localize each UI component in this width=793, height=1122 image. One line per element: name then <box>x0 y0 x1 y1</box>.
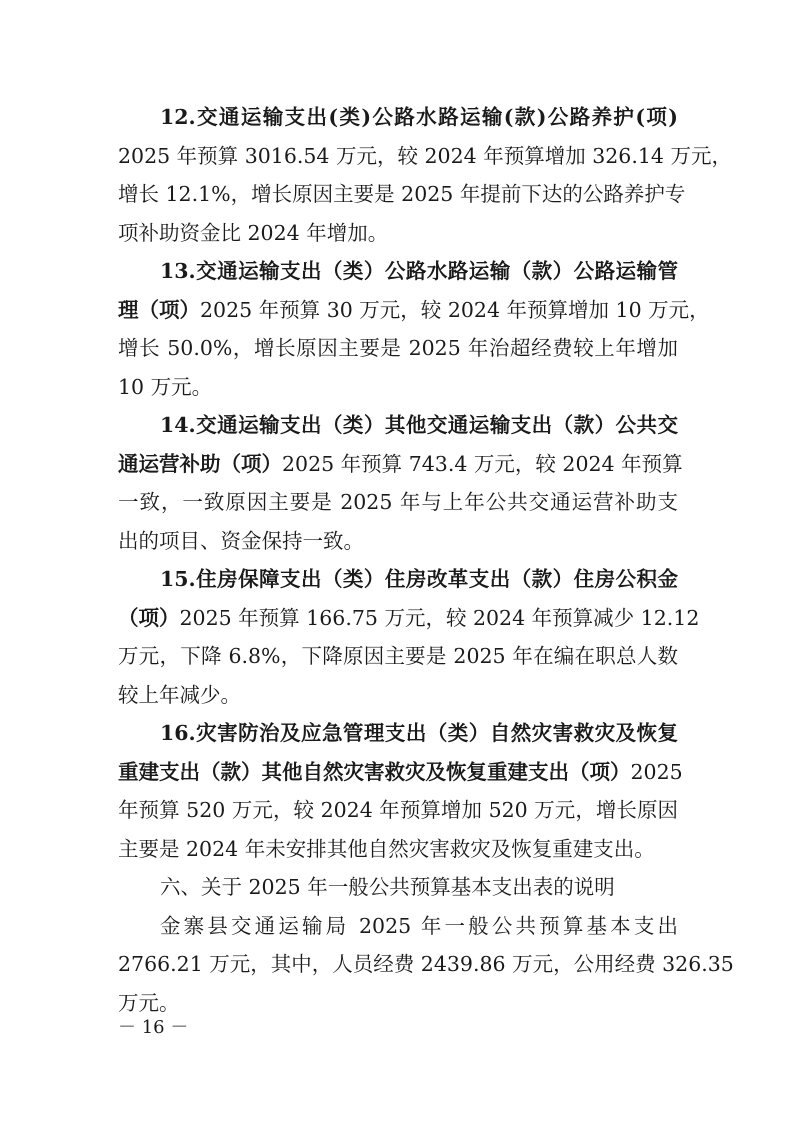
item-14 <box>118 406 683 560</box>
item-13-heading-line-2: 理（项） <box>118 297 200 322</box>
item-16 <box>118 714 683 868</box>
item-14-text-1: 2025 年预算 743.4 万元，较 2024 年预算 <box>282 451 683 476</box>
item-16-line-1 <box>118 753 683 792</box>
item-16-text-1: 2025 <box>630 759 683 784</box>
item-13 <box>118 252 710 406</box>
section-6-line-2: 2766.21 万元，其中，人员经费 2439.86 万元，公用经费 326.35 <box>118 952 734 976</box>
item-15-line-1 <box>118 599 700 638</box>
item-14-line-3: 出的项目、资金保持一致。 <box>118 528 364 553</box>
item-15-text-1: 2025 年预算 166.75 万元，较 2024 年预算减少 12.12 <box>179 605 700 630</box>
section-6-line-1: 金寨县交通运输局 2025 年一般公共预算基本支出 <box>160 913 678 938</box>
item-12 <box>118 98 732 252</box>
item-15-line-3: 较上年减少。 <box>118 682 241 707</box>
section-6-line-3: 万元。 <box>118 990 180 1015</box>
page-number: － 16 － <box>118 1017 189 1038</box>
item-15-heading-line-2: （项） <box>118 605 180 630</box>
item-14-heading-line-2: 通运营补助（项） <box>118 451 282 476</box>
item-16-line-3: 主要是 2024 年未安排其他自然灾害救灾及恢复重建支出。 <box>118 836 655 861</box>
item-14-line-2: 一致，一致原因主要是 2025 年与上年公共交通运营补助支 <box>118 490 678 514</box>
item-12-heading: 12.交通运输支出(类)公路水路运输(款)公路养护(项) <box>160 105 678 129</box>
item-16-line-2: 年预算 520 万元，较 2024 年预算增加 520 万元，增长原因 <box>118 798 678 822</box>
item-14-heading-line-1: 14.交通运输支出（类）其他交通运输支出（款）公共交 <box>160 413 678 437</box>
item-13-line-2: 增长 50.0%，增长原因主要是 2025 年治超经费较上年增加 <box>118 336 678 360</box>
item-12-line-3: 项补助资金比 2024 年增加。 <box>118 220 389 245</box>
item-16-heading-line-1: 16.灾害防治及应急管理支出（类）自然灾害救灾及恢复 <box>160 721 678 745</box>
item-13-line-1 <box>118 291 710 330</box>
item-14-line-1 <box>118 445 683 484</box>
item-13-text-1: 2025 年预算 30 万元，较 2024 年预算增加 10 万元， <box>200 297 710 322</box>
item-12-line-1: 2025 年预算 3016.54 万元，较 2024 年预算增加 326.14 万元， <box>118 143 732 168</box>
section-6 <box>118 868 734 1022</box>
item-13-heading-line-1: 13.交通运输支出（类）公路水路运输（款）公路运输管 <box>160 259 678 283</box>
item-15 <box>118 560 700 714</box>
item-15-heading-line-1: 15.住房保障支出（类）住房改革支出（款）住房公积金 <box>160 567 678 591</box>
item-16-heading-line-2: 重建支出（款）其他自然灾害救灾及恢复重建支出（项） <box>118 759 631 784</box>
section-6-title: 六、关于 2025 年一般公共预算基本支出表的说明 <box>160 875 615 899</box>
item-13-line-3: 10 万元。 <box>118 374 213 399</box>
item-15-line-2: 万元，下降 6.8%，下降原因主要是 2025 年在编在职总人数 <box>118 644 678 668</box>
item-12-line-2: 增长 12.1%，增长原因主要是 2025 年提前下达的公路养护专 <box>118 182 686 206</box>
